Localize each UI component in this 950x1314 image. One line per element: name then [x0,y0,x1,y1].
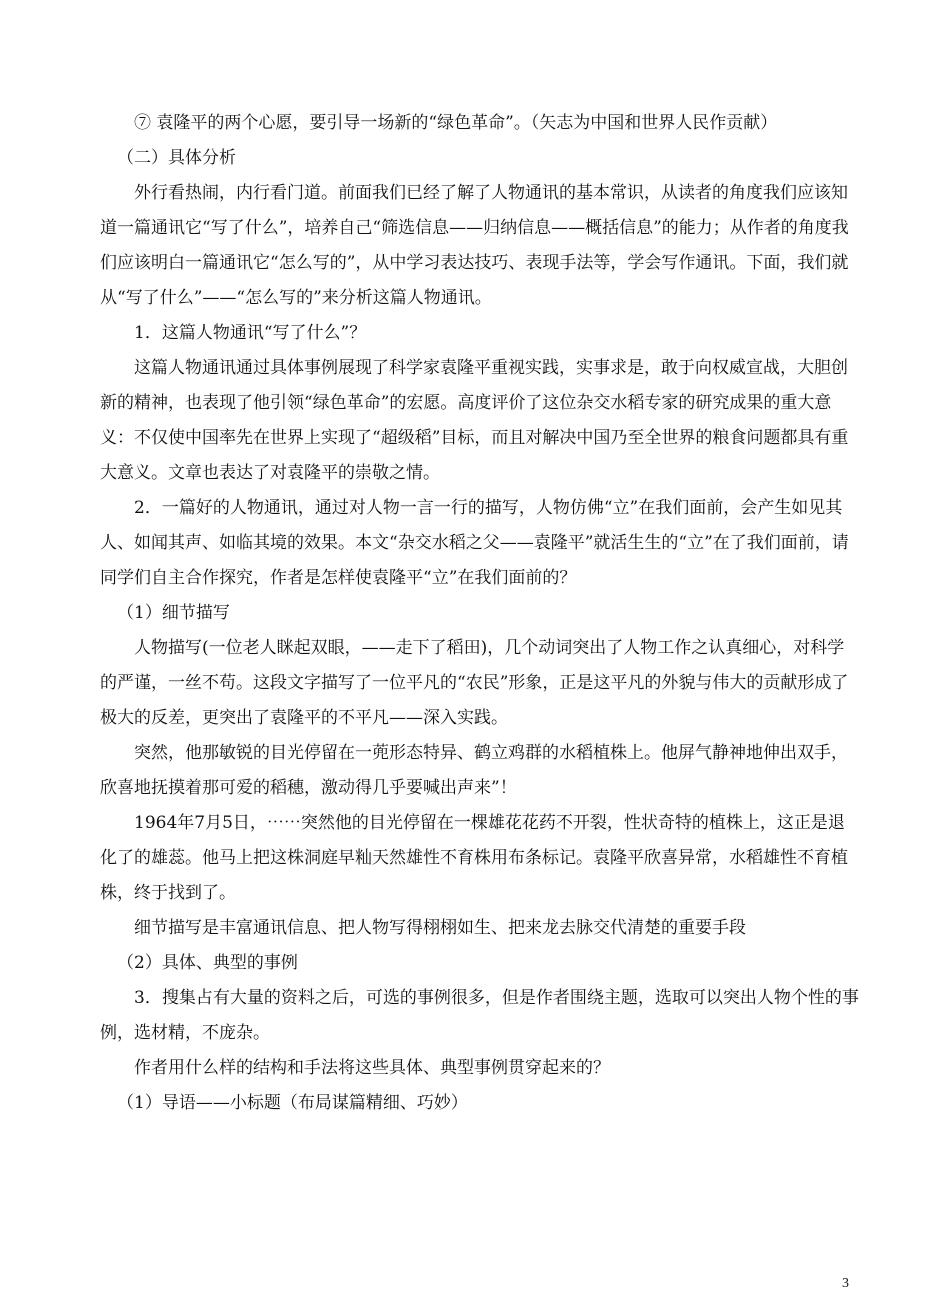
paragraph-character-description: 人物描写(一位老人眯起双眼，——走下了稻田)，几个动词突出了人物工作之认真细心，对科学的严谨，一丝不苟。这段文字描写了一位平凡的“农民”形象，正是这平凡的外貌与伟大的贡献形成了极大的反差，更突出了袁隆平的不平凡——深入实践。 [100,638,849,728]
question-structure: 作者用什么样的结构和手法将这些具体、典型事例贯穿起来的？ [134,1058,610,1078]
subheading-detail-description: （1）细节描写 [117,603,230,623]
question-how-written: 2．一篇好的人物通讯，通过对人物一言一行的描写，人物仿佛“立”在我们面前，会产生如见其人、如闻其声、如临其境的效果。本文“杂交水稻之父——袁隆平”就活生生的“立”在了我们面前，请同学们自主合作探究，作者是怎样使袁隆平“立”在我们面前的？ [100,498,849,588]
paragraph-sudden-discovery: 突然，他那敏锐的目光停留在一蔸形态特异、鹤立鸡群的水稻植株上。他屏气静神地伸出双手，欣喜地抚摸着那可爱的稻穗，激动得几乎要喊出声来”！ [100,743,848,798]
section-heading-analysis: （二）具体分析 [117,148,236,168]
paragraph-1964-discovery: 1964年7月5日，⋯⋯突然他的目光停留在一棵雄花花药不开裂，性状奇特的植株上，这正是退化了的雄蕊。他马上把这株洞庭早籼天然雄性不育株用布条标记。袁隆平欣喜异常，水稻雄性不育植株，终于找到了。 [100,813,848,903]
question-what-written: 1．这篇人物通讯“写了什么”？ [134,323,367,343]
paragraph-summary: 这篇人物通讯通过具体事例展现了科学家袁隆平重视实践，实事求是，敢于向权威宣战，大胆创新的精神，也表现了他引领“绿色革命”的宏愿。高度评价了这位杂交水稻专家的研究成果的重大意义：不仅使中国率先在世界上实现了“超级稻”目标，而且对解决中国乃至全世界的粮食问题都具有重大意义。文章也表达了对袁隆平的崇敬之情。 [100,358,849,483]
paragraph-material-selection: 3．搜集占有大量的资料之后，可选的事例很多，但是作者围绕主题，选取可以突出人物个性的事例，选材精，不庞杂。 [100,988,859,1043]
paragraph-detail-importance: 细节描写是丰富通讯信息、把人物写得栩栩如生、把来龙去脉交代清楚的重要手段 [134,918,746,938]
paragraph-intro: 外行看热闹，内行看门道。前面我们已经了解了人物通讯的基本常识，从读者的角度我们应该知道一篇通讯它“写了什么”，培养自己“筛选信息——归纳信息——概括信息”的能力；从作者的角度我们应该明白一篇通讯它“怎么写的”，从中学习表达技巧、表现手法等，学会写作通讯。下面，我们就从“写了什么”——“怎么写的”来分析这篇人物通讯。 [100,183,849,308]
subheading-lead-subtitles: （1）导语——小标题（布局谋篇精细、巧妙） [117,1093,468,1113]
document-body [100,106,860,1121]
paragraph-wish: ⑦ 袁隆平的两个心愿，要引导一场新的“绿色革命”。（矢志为中国和世界人民作贡献） [134,113,778,133]
subheading-typical-examples: （2）具体、典型的事例 [117,953,298,973]
page-number: 3 [842,1276,849,1291]
